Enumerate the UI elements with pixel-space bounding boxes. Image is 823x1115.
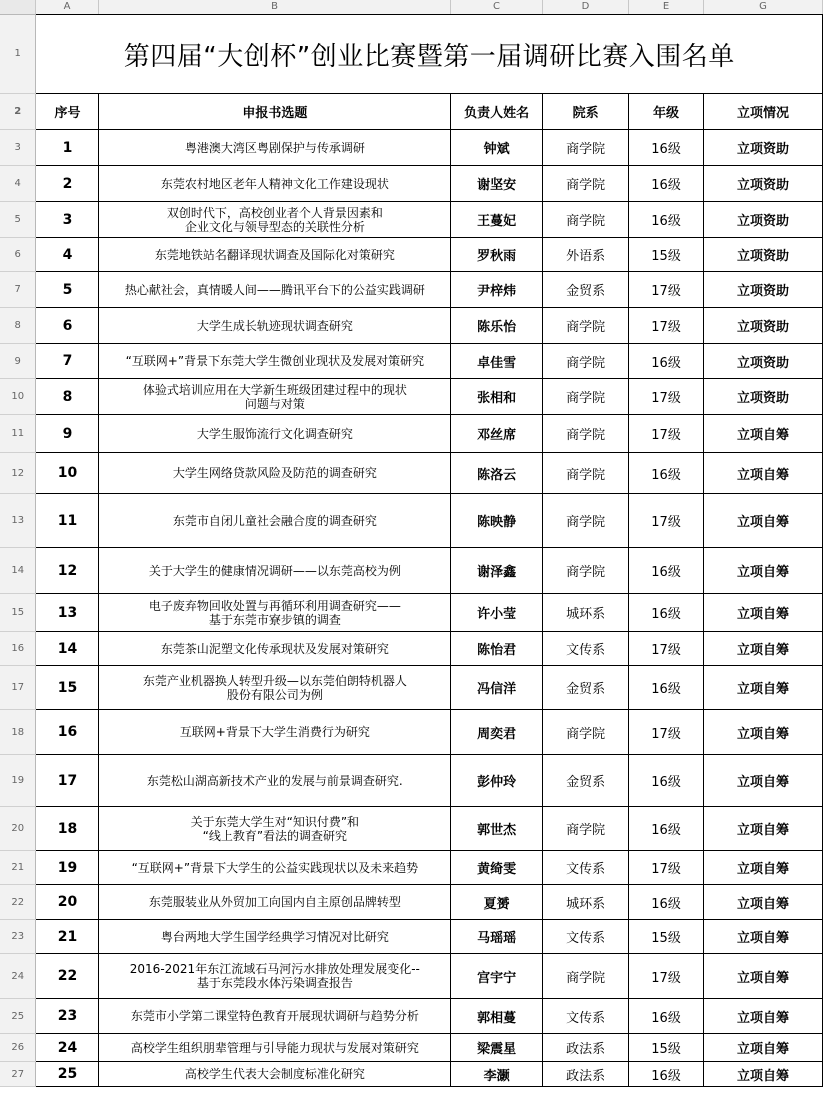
cell-leader[interactable]: 彭仲玲: [451, 755, 543, 807]
cell-status[interactable]: 立项自筹: [704, 954, 823, 999]
row-number[interactable]: 18: [0, 710, 36, 755]
cell-department[interactable]: 金贸系: [543, 666, 629, 710]
cell-status[interactable]: 立项自筹: [704, 710, 823, 755]
row-number[interactable]: 12: [0, 453, 36, 494]
cell-status[interactable]: 立项自筹: [704, 885, 823, 920]
cell-grade[interactable]: 16级: [629, 344, 704, 379]
cell-index[interactable]: 17: [36, 755, 99, 807]
cell-status[interactable]: 立项自筹: [704, 632, 823, 666]
cell-index[interactable]: 6: [36, 308, 99, 344]
cell-leader[interactable]: 卓佳雪: [451, 344, 543, 379]
cell-leader[interactable]: 张相和: [451, 379, 543, 415]
cell-department[interactable]: 商学院: [543, 494, 629, 548]
table-row: [0, 1062, 823, 1087]
cell-index[interactable]: 11: [36, 494, 99, 548]
cell-index[interactable]: 10: [36, 453, 99, 494]
table-row: [0, 920, 823, 954]
row-number[interactable]: 6: [0, 238, 36, 272]
cell-department[interactable]: 文传系: [543, 920, 629, 954]
cell-grade[interactable]: 16级: [629, 548, 704, 594]
cell-leader[interactable]: 黄绮雯: [451, 851, 543, 885]
cell-leader[interactable]: 钟斌: [451, 130, 543, 166]
cell-topic[interactable]: 双创时代下，高校创业者个人背景因素和 企业文化与领导型态的关联性分析: [99, 202, 451, 238]
cell-index[interactable]: 5: [36, 272, 99, 308]
row-number[interactable]: 20: [0, 807, 36, 851]
title-row: [0, 15, 823, 94]
cell-status[interactable]: 立项自筹: [704, 415, 823, 453]
cell-department[interactable]: 商学院: [543, 807, 629, 851]
sheet-title[interactable]: 第四届“大创杯”创业比赛暨第一届调研比赛入围名单: [36, 15, 823, 94]
cell-department[interactable]: 政法系: [543, 1062, 629, 1087]
cell-index[interactable]: 16: [36, 710, 99, 755]
cell-leader[interactable]: 周奕君: [451, 710, 543, 755]
row-number[interactable]: 5: [0, 202, 36, 238]
cell-leader[interactable]: 陈怡君: [451, 632, 543, 666]
cell-topic[interactable]: 东莞市小学第二课堂特色教育开展现状调研与趋势分析: [99, 999, 451, 1034]
table-row: [0, 1034, 823, 1062]
cell-status[interactable]: 立项自筹: [704, 999, 823, 1034]
cell-grade[interactable]: 15级: [629, 1034, 704, 1062]
cell-department[interactable]: 商学院: [543, 954, 629, 999]
cell-grade[interactable]: 16级: [629, 166, 704, 202]
table-row: [0, 453, 823, 494]
cell-department[interactable]: 商学院: [543, 130, 629, 166]
table-row: [0, 202, 823, 238]
cell-leader[interactable]: 陈映静: [451, 494, 543, 548]
cell-index[interactable]: 2: [36, 166, 99, 202]
cell-grade[interactable]: 17级: [629, 710, 704, 755]
cell-topic[interactable]: 东莞地铁站名翻译现状调查及国际化对策研究: [99, 238, 451, 272]
cell-topic[interactable]: 关于大学生的健康情况调研——以东莞高校为例: [99, 548, 451, 594]
cell-leader[interactable]: 谢坚安: [451, 166, 543, 202]
cell-status[interactable]: 立项自筹: [704, 594, 823, 632]
cell-status[interactable]: 立项自筹: [704, 548, 823, 594]
cell-department[interactable]: 文传系: [543, 999, 629, 1034]
column-header-a[interactable]: A: [36, 0, 99, 14]
cell-grade[interactable]: 16级: [629, 666, 704, 710]
table-row: [0, 999, 823, 1034]
row-number[interactable]: 19: [0, 755, 36, 807]
table-row: [0, 954, 823, 999]
cell-topic[interactable]: 互联网+背景下大学生消费行为研究: [99, 710, 451, 755]
table-row: [0, 666, 823, 710]
table-row: [0, 344, 823, 379]
cell-status[interactable]: 立项自筹: [704, 920, 823, 954]
table-row: [0, 851, 823, 885]
cell-leader[interactable]: 陈洛云: [451, 453, 543, 494]
cell-status[interactable]: 立项资助: [704, 344, 823, 379]
cell-index[interactable]: 9: [36, 415, 99, 453]
cell-leader[interactable]: 郭相蔓: [451, 999, 543, 1034]
table-row: [0, 632, 823, 666]
table-row: [0, 755, 823, 807]
cell-topic[interactable]: “互联网+”背景下大学生的公益实践现状以及未来趋势: [99, 851, 451, 885]
cell-topic[interactable]: 东莞服装业从外贸加工向国内自主原创品牌转型: [99, 885, 451, 920]
row-number[interactable]: 8: [0, 308, 36, 344]
cell-leader[interactable]: 王蔓妃: [451, 202, 543, 238]
roster-table: [0, 14, 823, 1087]
cell-index[interactable]: 12: [36, 548, 99, 594]
cell-leader[interactable]: 谢泽鑫: [451, 548, 543, 594]
cell-index[interactable]: 18: [36, 807, 99, 851]
cell-leader[interactable]: 尹梓炜: [451, 272, 543, 308]
cell-leader[interactable]: 宫宇宁: [451, 954, 543, 999]
cell-leader[interactable]: 梁震星: [451, 1034, 543, 1062]
cell-grade[interactable]: 16级: [629, 453, 704, 494]
cell-department[interactable]: 金贸系: [543, 272, 629, 308]
row-number[interactable]: 26: [0, 1034, 36, 1062]
row-number[interactable]: 16: [0, 632, 36, 666]
cell-topic[interactable]: 粤港澳大湾区粤剧保护与传承调研: [99, 130, 451, 166]
cell-department[interactable]: 商学院: [543, 379, 629, 415]
cell-status[interactable]: 立项资助: [704, 308, 823, 344]
cell-grade[interactable]: 17级: [629, 851, 704, 885]
cell-topic[interactable]: 电子废弃物回收处置与再循环利用调查研究—— 基于东莞市寮步镇的调查: [99, 594, 451, 632]
header-row: [0, 94, 823, 130]
cell-department[interactable]: 商学院: [543, 308, 629, 344]
row-number[interactable]: 3: [0, 130, 36, 166]
row-number[interactable]: 9: [0, 344, 36, 379]
cell-department[interactable]: 商学院: [543, 202, 629, 238]
row-number[interactable]: 27: [0, 1062, 36, 1087]
cell-status[interactable]: 立项资助: [704, 379, 823, 415]
cell-index[interactable]: 21: [36, 920, 99, 954]
row-number[interactable]: 7: [0, 272, 36, 308]
row-number[interactable]: 21: [0, 851, 36, 885]
table-row: [0, 494, 823, 548]
cell-grade[interactable]: 17级: [629, 494, 704, 548]
cell-status[interactable]: 立项自筹: [704, 494, 823, 548]
row-number[interactable]: 24: [0, 954, 36, 999]
cell-grade[interactable]: 16级: [629, 885, 704, 920]
table-row: [0, 807, 823, 851]
cell-status[interactable]: 立项自筹: [704, 1062, 823, 1087]
cell-topic[interactable]: 粤台两地大学生国学经典学习情况对比研究: [99, 920, 451, 954]
cell-status[interactable]: 立项自筹: [704, 453, 823, 494]
cell-index[interactable]: 13: [36, 594, 99, 632]
cell-topic[interactable]: 东莞产业机器换人转型升级—以东莞伯朗特机器人 股份有限公司为例: [99, 666, 451, 710]
row-number[interactable]: 22: [0, 885, 36, 920]
cell-department[interactable]: 商学院: [543, 415, 629, 453]
header-status[interactable]: 立项情况: [704, 94, 823, 130]
select-all-corner[interactable]: [0, 0, 36, 14]
cell-topic[interactable]: 大学生服饰流行文化调查研究: [99, 415, 451, 453]
row-number[interactable]: 17: [0, 666, 36, 710]
header-leader[interactable]: 负责人姓名: [451, 94, 543, 130]
table-row: [0, 548, 823, 594]
cell-status[interactable]: 立项自筹: [704, 666, 823, 710]
column-header-b[interactable]: B: [99, 0, 451, 14]
column-header-c[interactable]: C: [451, 0, 543, 14]
cell-index[interactable]: 19: [36, 851, 99, 885]
cell-status[interactable]: 立项自筹: [704, 1034, 823, 1062]
table-row: [0, 379, 823, 415]
cell-grade[interactable]: 16级: [629, 807, 704, 851]
table-row: [0, 710, 823, 755]
cell-topic[interactable]: 热心献社会，真情暖人间——腾讯平台下的公益实践调研: [99, 272, 451, 308]
cell-department[interactable]: 商学院: [543, 453, 629, 494]
header-department[interactable]: 院系: [543, 94, 629, 130]
cell-topic[interactable]: “互联网+”背景下东莞大学生微创业现状及发展对策研究: [99, 344, 451, 379]
cell-leader[interactable]: 许小莹: [451, 594, 543, 632]
cell-department[interactable]: 城环系: [543, 594, 629, 632]
cell-department[interactable]: 外语系: [543, 238, 629, 272]
cell-index[interactable]: 15: [36, 666, 99, 710]
cell-status[interactable]: 立项自筹: [704, 755, 823, 807]
cell-grade[interactable]: 17级: [629, 632, 704, 666]
cell-index[interactable]: 25: [36, 1062, 99, 1087]
table-row: [0, 272, 823, 308]
cell-grade[interactable]: 17级: [629, 308, 704, 344]
cell-topic[interactable]: 东莞市自闭儿童社会融合度的调查研究: [99, 494, 451, 548]
column-header-e[interactable]: E: [629, 0, 704, 14]
cell-topic[interactable]: 大学生网络贷款风险及防范的调查研究: [99, 453, 451, 494]
cell-leader[interactable]: 邓丝席: [451, 415, 543, 453]
header-grade[interactable]: 年级: [629, 94, 704, 130]
row-number[interactable]: 1: [0, 15, 36, 94]
cell-topic[interactable]: 体验式培训应用在大学新生班级团建过程中的现状 问题与对策: [99, 379, 451, 415]
row-number[interactable]: 15: [0, 594, 36, 632]
cell-leader[interactable]: 罗秋雨: [451, 238, 543, 272]
cell-leader[interactable]: 李灏: [451, 1062, 543, 1087]
cell-leader[interactable]: 夏赟: [451, 885, 543, 920]
cell-index[interactable]: 23: [36, 999, 99, 1034]
cell-department[interactable]: 文传系: [543, 632, 629, 666]
table-row: [0, 166, 823, 202]
cell-department[interactable]: 文传系: [543, 851, 629, 885]
table-row: [0, 885, 823, 920]
cell-index[interactable]: 4: [36, 238, 99, 272]
table-row: [0, 415, 823, 453]
row-number[interactable]: 14: [0, 548, 36, 594]
cell-grade[interactable]: 16级: [629, 594, 704, 632]
cell-department[interactable]: 城环系: [543, 885, 629, 920]
cell-department[interactable]: 商学院: [543, 344, 629, 379]
cell-index[interactable]: 14: [36, 632, 99, 666]
cell-index[interactable]: 7: [36, 344, 99, 379]
cell-index[interactable]: 22: [36, 954, 99, 999]
row-number[interactable]: 13: [0, 494, 36, 548]
column-header-bar: [0, 0, 823, 15]
cell-grade[interactable]: 17级: [629, 954, 704, 999]
cell-leader[interactable]: 郭世杰: [451, 807, 543, 851]
cell-topic[interactable]: 东莞茶山泥塑文化传承现状及发展对策研究: [99, 632, 451, 666]
cell-topic[interactable]: 高校学生代表大会制度标准化研究: [99, 1062, 451, 1087]
column-header-g[interactable]: G: [704, 0, 823, 14]
cell-leader[interactable]: 冯信洋: [451, 666, 543, 710]
cell-department[interactable]: 政法系: [543, 1034, 629, 1062]
cell-leader[interactable]: 马瑶瑶: [451, 920, 543, 954]
header-index[interactable]: 序号: [36, 94, 99, 130]
cell-grade[interactable]: 16级: [629, 130, 704, 166]
cell-index[interactable]: 3: [36, 202, 99, 238]
cell-grade[interactable]: 17级: [629, 272, 704, 308]
cell-status[interactable]: 立项资助: [704, 238, 823, 272]
table-row: [0, 130, 823, 166]
cell-grade[interactable]: 15级: [629, 238, 704, 272]
cell-grade[interactable]: 17级: [629, 379, 704, 415]
column-header-d[interactable]: D: [543, 0, 629, 14]
cell-topic[interactable]: 2016-2021年东江流域石马河污水排放处理发展变化-- 基于东莞段水体污染调查报告: [99, 954, 451, 999]
table-row: [0, 308, 823, 344]
cell-topic[interactable]: 东莞松山湖高新技术产业的发展与前景调查研究.: [99, 755, 451, 807]
row-number[interactable]: 11: [0, 415, 36, 453]
cell-index[interactable]: 1: [36, 130, 99, 166]
cell-grade[interactable]: 16级: [629, 1062, 704, 1087]
cell-grade[interactable]: 16级: [629, 999, 704, 1034]
cell-topic[interactable]: 大学生成长轨迹现状调查研究: [99, 308, 451, 344]
cell-department[interactable]: 商学院: [543, 548, 629, 594]
table-row: [0, 238, 823, 272]
cell-department[interactable]: 商学院: [543, 166, 629, 202]
cell-department[interactable]: 金贸系: [543, 755, 629, 807]
row-number[interactable]: 25: [0, 999, 36, 1034]
cell-leader[interactable]: 陈乐怡: [451, 308, 543, 344]
cell-grade[interactable]: 16级: [629, 755, 704, 807]
cell-index[interactable]: 20: [36, 885, 99, 920]
row-number[interactable]: 10: [0, 379, 36, 415]
cell-topic[interactable]: 高校学生组织朋辈管理与引导能力现状与发展对策研究: [99, 1034, 451, 1062]
cell-grade[interactable]: 17级: [629, 415, 704, 453]
cell-topic[interactable]: 关于东莞大学生对“知识付费”和 “线上教育”看法的调查研究: [99, 807, 451, 851]
cell-index[interactable]: 8: [36, 379, 99, 415]
header-topic[interactable]: 申报书选题: [99, 94, 451, 130]
cell-status[interactable]: 立项资助: [704, 130, 823, 166]
cell-index[interactable]: 24: [36, 1034, 99, 1062]
row-number[interactable]: 23: [0, 920, 36, 954]
cell-grade[interactable]: 15级: [629, 920, 704, 954]
cell-grade[interactable]: 16级: [629, 202, 704, 238]
cell-department[interactable]: 商学院: [543, 710, 629, 755]
row-number[interactable]: 4: [0, 166, 36, 202]
row-number[interactable]: 2: [0, 94, 36, 130]
cell-status[interactable]: 立项资助: [704, 272, 823, 308]
cell-status[interactable]: 立项资助: [704, 166, 823, 202]
table-row: [0, 594, 823, 632]
cell-status[interactable]: 立项自筹: [704, 851, 823, 885]
cell-status[interactable]: 立项资助: [704, 202, 823, 238]
cell-status[interactable]: 立项自筹: [704, 807, 823, 851]
cell-topic[interactable]: 东莞农村地区老年人精神文化工作建设现状: [99, 166, 451, 202]
